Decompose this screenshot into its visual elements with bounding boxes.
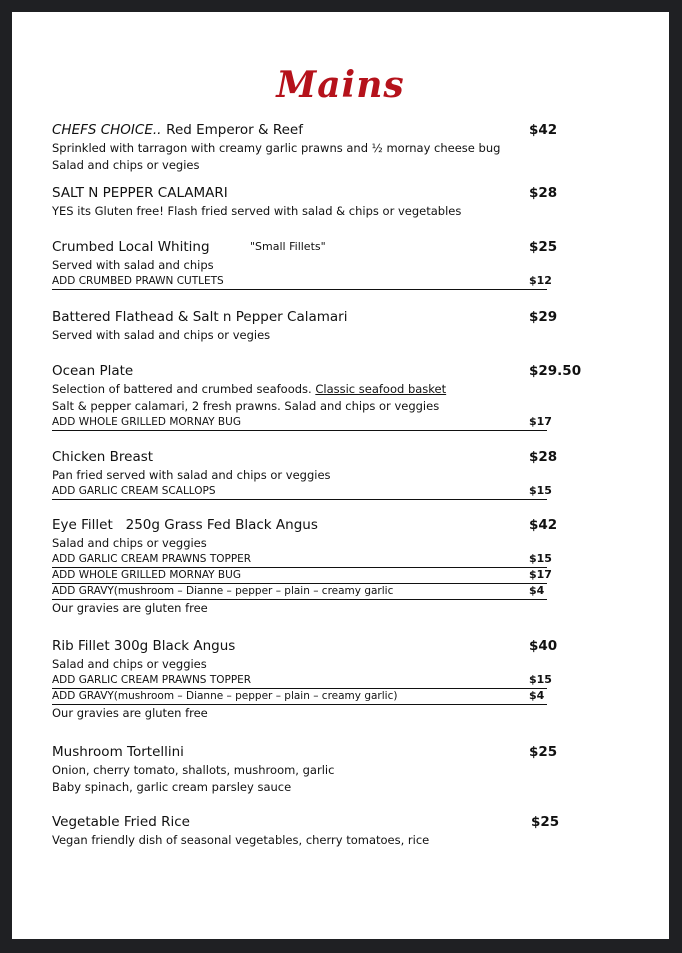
menu-item-heading xyxy=(52,307,612,327)
addon-price: $4 xyxy=(529,584,545,597)
menu-item-heading xyxy=(52,361,612,381)
menu-item-description: Sprinkled with tarragon with creamy garlic prawns and ½ mornay cheese bug xyxy=(52,141,501,155)
menu-item xyxy=(52,636,612,722)
menu-item-description xyxy=(52,381,612,398)
menu-item xyxy=(52,361,612,431)
menu-item-price: $40 xyxy=(529,638,558,654)
menu-item-name: SALT N PEPPER CALAMARI xyxy=(52,185,228,201)
menu-item-price: $42 xyxy=(529,517,558,533)
menu-item-footer: Our gravies are gluten free xyxy=(52,706,208,720)
menu-item-description: Salt & pepper calamari, 2 fresh prawns. Salad and chips or veggies xyxy=(52,399,440,413)
menu-item-addon xyxy=(52,415,552,431)
menu-item-heading xyxy=(52,237,612,257)
menu-item-name: Battered Flathead & Salt n Pepper Calamari xyxy=(52,309,348,325)
addon-price: $15 xyxy=(529,552,552,565)
menu-item-price: $29 xyxy=(529,309,558,325)
addon-price: $4 xyxy=(529,689,545,702)
menu-item-heading xyxy=(52,183,612,203)
menu-item-description: Served with salad and chips xyxy=(52,258,214,272)
addon-price: $17 xyxy=(529,415,552,428)
addon-price: $15 xyxy=(529,484,552,497)
menu-item-price: $28 xyxy=(529,449,558,465)
menu-item-name: Vegetable Fried Rice xyxy=(52,814,190,830)
addon-label: ADD GRAVY(mushroom – Dianne – pepper – plain – creamy garlic xyxy=(52,585,394,597)
menu-item-note: "Small Fillets" xyxy=(250,240,326,253)
menu-item-heading xyxy=(52,636,612,656)
addon-label: ADD WHOLE GRILLED MORNAY BUG xyxy=(52,569,241,581)
menu-page xyxy=(12,12,669,939)
addon-price: $17 xyxy=(529,568,552,581)
menu-item xyxy=(52,120,612,174)
menu-item-addon xyxy=(52,689,547,705)
menu-item-addon xyxy=(52,552,552,568)
addon-label: ADD WHOLE GRILLED MORNAY BUG xyxy=(52,416,241,428)
menu-item-heading xyxy=(52,120,612,140)
menu-item-name: Ocean Plate xyxy=(52,363,134,379)
menu-item-description-link: Classic seafood basket xyxy=(315,382,447,396)
menu-item-addon xyxy=(52,673,552,689)
menu-item-price: $42 xyxy=(529,122,558,138)
addon-price: $12 xyxy=(529,274,552,287)
menu-title: Mains xyxy=(276,64,405,106)
menu-item-heading xyxy=(52,812,612,832)
menu-item-price: $29.50 xyxy=(529,363,582,379)
menu-item-name: Rib Fillet 300g Black Angus xyxy=(52,638,236,654)
menu-item-description: Onion, cherry tomato, shallots, mushroom, garlic xyxy=(52,763,335,777)
menu-item-description: Baby spinach, garlic cream parsley sauce xyxy=(52,780,292,794)
menu-item xyxy=(52,183,612,220)
menu-item xyxy=(52,742,612,796)
menu-item-description-text: Selection of battered and crumbed seafoods. xyxy=(52,382,312,396)
addon-price: $15 xyxy=(529,673,552,686)
menu-item-name: Crumbed Local Whiting xyxy=(52,239,210,255)
menu-item-description: YES its Gluten free! Flash fried served with salad & chips or vegetables xyxy=(52,204,462,218)
menu-item-heading xyxy=(52,447,612,467)
menu-item-heading xyxy=(52,515,612,535)
menu-item-description: Pan fried served with salad and chips or veggies xyxy=(52,468,331,482)
menu-item-name: Mushroom Tortellini xyxy=(52,744,184,760)
menu-item-name: Eye Fillet 250g Grass Fed Black Angus xyxy=(52,517,318,533)
addon-label: ADD GRAVY(mushroom – Dianne – pepper – plain – creamy garlic) xyxy=(52,690,398,702)
menu-item-addon xyxy=(52,484,552,500)
menu-item-price: $25 xyxy=(529,744,558,760)
menu-item-description: Salad and chips or vegies xyxy=(52,158,200,172)
menu-item-prefix: CHEFS CHOICE.. xyxy=(52,122,162,138)
menu-item-addon xyxy=(52,568,552,584)
addon-label: ADD GARLIC CREAM SCALLOPS xyxy=(52,485,216,497)
addon-label: ADD GARLIC CREAM PRAWNS TOPPER xyxy=(52,553,252,565)
menu-item-description: Served with salad and chips or vegies xyxy=(52,328,271,342)
menu-item-description: Salad and chips or veggies xyxy=(52,536,207,550)
menu-item-price: $25 xyxy=(531,814,560,830)
menu-item-addon xyxy=(52,584,547,600)
menu-item xyxy=(52,515,612,617)
menu-item xyxy=(52,237,612,290)
menu-item-price: $25 xyxy=(529,239,558,255)
menu-item xyxy=(52,447,612,500)
addon-label: ADD GARLIC CREAM PRAWNS TOPPER xyxy=(52,674,252,686)
addon-label: ADD CRUMBED PRAWN CUTLETS xyxy=(52,275,224,287)
menu-item xyxy=(52,812,612,849)
menu-item-name: Chicken Breast xyxy=(52,449,154,465)
menu-item-description: Salad and chips or veggies xyxy=(52,657,207,671)
menu-item-heading xyxy=(52,742,612,762)
menu-item-price: $28 xyxy=(529,185,558,201)
menu-item-addon xyxy=(52,274,552,290)
menu-item-name: Red Emperor & Reef xyxy=(166,122,303,138)
menu-item xyxy=(52,307,612,344)
menu-item-description: Vegan friendly dish of seasonal vegetables, cherry tomatoes, rice xyxy=(52,833,430,847)
menu-item-footer: Our gravies are gluten free xyxy=(52,601,208,615)
